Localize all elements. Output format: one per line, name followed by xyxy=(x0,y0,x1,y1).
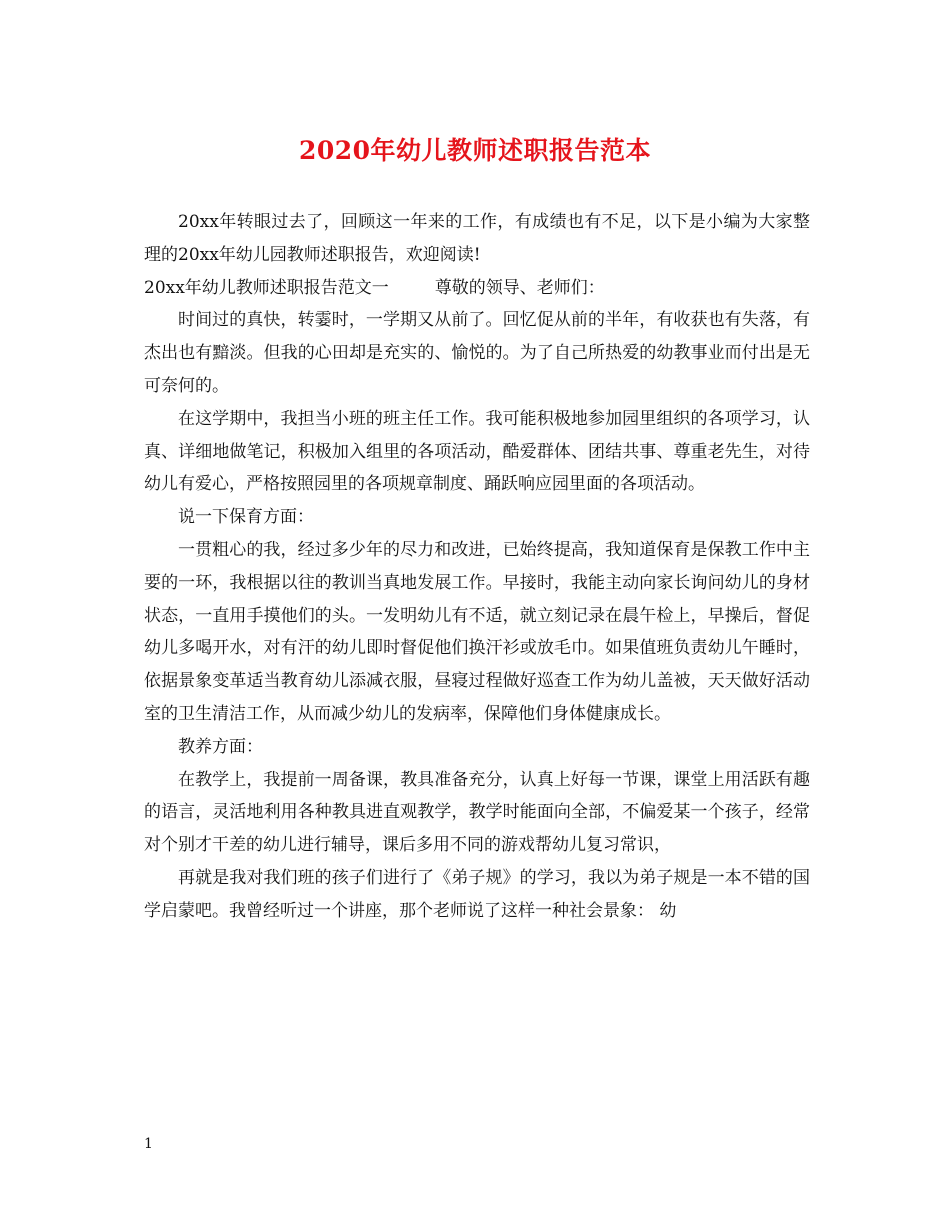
body-paragraph: 时间过的真快，转霎时，一学期又从前了。回忆促从前的半年，有收获也有失落，有杰出也有黯淡。但我的心田却是充实的、愉悦的。为了自己所热爱的幼教事业而付出是无可奈何的。 xyxy=(144,310,810,396)
document-body xyxy=(144,206,810,928)
section-heading: 说一下保育方面： xyxy=(178,507,314,528)
salutation: 尊敬的领导、老师们： xyxy=(434,277,605,298)
page-number: 1 xyxy=(144,1136,153,1152)
subheading-line xyxy=(144,272,810,305)
body-paragraph: 再就是我对我们班的孩子们进行了《弟子规》的学习，我以为弟子规是一本不错的国学启蒙吧。我曾经听过一个讲座，那个老师说了这样一种社会景象： 幼 xyxy=(144,867,810,921)
section-heading: 教养方面： xyxy=(178,736,263,757)
document-title: 2020年幼儿教师述职报告范本 xyxy=(298,136,652,165)
intro-paragraph: 20xx年转眼过去了，回顾这一年来的工作，有成绩也有不足，以下是小编为大家整理的20xx年幼儿园教师述职报告，欢迎阅读! xyxy=(144,212,810,265)
body-paragraph: 在教学上，我提前一周备课，教具准备充分，认真上好每一节课，课堂上用活跃有趣的语言，灵活地利用各种教具进直观教学，教学时能面向全部，不偏爱某一个孩子，经常对个别才干差的幼儿进行辅导，课后多用不同的游戏帮幼儿复习常识， xyxy=(144,769,810,856)
body-paragraph: 一贯粗心的我，经过多少年的尽力和改进，已始终提高，我知道保育是保教工作中主要的一环，我根据以往的教训当真地发展工作。早接时，我能主动向家长询问幼儿的身材状态，一直用手摸他们的头。一发明幼儿有不适，就立刻记录在晨午检上，早操后，督促幼儿多喝开水，对有汗的幼儿即时督促他们换汗衫或放毛巾。如果值班负责幼儿午睡时，依据景象变革适当教育幼儿添减衣服，昼寝过程做好巡查工作为幼儿盖被，天天做好活动室的卫生清洁工作，从而减少幼儿的发病率，保障他们身体健康成长。 xyxy=(144,539,810,724)
subheading-title: 20xx年幼儿教师述职报告范文一 xyxy=(144,277,389,298)
body-paragraph: 在这学期中，我担当小班的班主任工作。我可能积极地参加园里组织的各项学习，认真、详细地做笔记，积极加入组里的各项活动，酷爱群体、团结共事、尊重老先生，对待幼儿有爱心，严格按照园里的各项规章制度、踊跃响应园里面的各项活动。 xyxy=(144,408,810,495)
